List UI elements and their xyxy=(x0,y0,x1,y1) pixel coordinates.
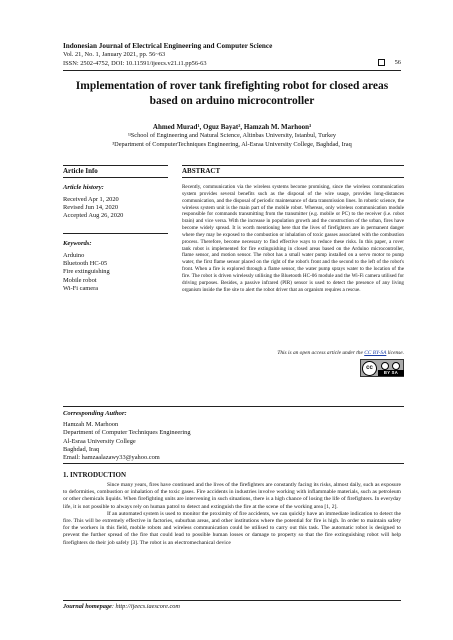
abstract-heading: ABSTRACT xyxy=(182,167,221,175)
affiliation-2: ³Department of ComputerTechniques Engineering, Al-Esraa University College, Baghdad, Iraq xyxy=(112,141,352,148)
cc-tags: BY SA xyxy=(378,370,404,376)
keyword-item: Fire extinguishing xyxy=(63,268,110,276)
keyword-item: Bluetooth HC-05 xyxy=(63,260,108,268)
paper-title: Implementation of rover tank firefighting robot for closed areas based on arduino microcontroller xyxy=(75,80,389,107)
header-rule xyxy=(63,70,401,71)
license-suffix: license. xyxy=(386,350,404,356)
footer-rule xyxy=(63,600,401,601)
corresponding-heading: Corresponding Author: xyxy=(63,410,127,417)
license-link[interactable]: CC BY-SA xyxy=(364,350,387,356)
history-heading: Article history: xyxy=(63,184,104,191)
creative-commons-badge[interactable] xyxy=(360,359,404,377)
keywords-rule xyxy=(63,233,168,234)
journal-name: Indonesian Journal of Electrical Engineering and Computer Science xyxy=(63,42,273,50)
history-revised: Revised Jun 14, 2020 xyxy=(63,204,119,212)
page-number-block xyxy=(378,59,401,66)
introduction-body xyxy=(63,482,401,547)
corresponding-institution: Al-Esraa University College xyxy=(63,437,136,445)
journal-footer xyxy=(63,603,180,610)
history-received: Received Apr 1, 2020 xyxy=(63,196,119,203)
corresponding-bottom-rule xyxy=(63,463,404,464)
corresponding-top-rule xyxy=(63,406,404,407)
journal-issn: ISSN: 2502-4752, DOI: 10.11591/ijeecs.v21.i1.pp56-63 xyxy=(63,59,207,67)
article-info-bottom-rule xyxy=(63,177,168,178)
journal-volume: Vol. 21, No. 1, January 2021, pp. 56~63 xyxy=(63,51,166,58)
keyword-list xyxy=(63,252,168,293)
square-icon xyxy=(378,59,385,66)
keyword-item: Wi-Fi camera xyxy=(63,284,99,292)
affiliation-1: ¹ʲSchool of Engineering and Natural Science, Altinbas University, Istanbul, Turkey xyxy=(127,132,337,139)
share-alike-icon xyxy=(392,362,400,370)
keyword-item: Arduino xyxy=(63,252,85,259)
cc-icon: cc xyxy=(362,361,377,376)
corresponding-email: Email: hamzaalazawy33@yahoo.com xyxy=(63,454,160,462)
journal-header xyxy=(63,42,401,68)
corresponding-name: Hamzah M. Marhoon xyxy=(63,421,119,428)
article-info-top-rule xyxy=(63,165,168,166)
footer-url[interactable]: : http://ijeecs.iaescore.com xyxy=(111,603,180,610)
abstract-bottom-rule xyxy=(182,177,404,178)
keyword-item: Mobile robot xyxy=(63,276,97,284)
introduction-paragraph: If an automated system is used to monitor the proximity of fire accidents, we can quickly have an immediate indication to detect the fire. This will be extremely effective in factories, suburban areas, and other institutions where the potential for fire is high. In order to maintain safety for the workers in this field, mobile robots and wireless communication could be utilised to carry out this task. The automatic robot is designed to prevent the further spread of the fire that could lead to possible human losses or damage to property so that the fire extinguishing robot will help firefighters do their job safely [3]. The robot is an electromechanical device xyxy=(63,510,401,546)
corresponding-department: Department of Computer Techniques Engineering xyxy=(63,429,191,437)
history-list xyxy=(63,196,168,221)
author-list: Ahmed Murad¹, Oguz Bayat², Hamzah M. Marhoon³ xyxy=(152,123,312,131)
abstract-text: Recently, communication via the wireless systems become promising, since the wireless communication system provides several benefits such as the disposal of the wire usage, provides long-distances communication, and the disposal of periodic maintenance of data transmission lines. In robotic science, the wireless system unit is the main part of the mobile robot. Whereas, only wireless communication module responsible for commands transmitting from the transmitter (e.g. mobile or PC) to the receiver (i.e. robot brain) and vice versa. With the increase in population growth and the construction of the urban, fires have become widely spread. It is worth mentioning here that the lives of firefighters are in permanent danger where they may be exposed to the combustion or inhalation of toxic gasses associated with the combustion process. Therefore, become necessary to find effective ways to reduce these risks. In this paper, a rover tank robot is implemented for fire extinguishing in closed areas based on the Arduino microcontroller, flame sensor, and motion sensor. The robot has a small water pump installed on a servo motor to pump water, the first flame sensor placed on the right of the robot's front and the second to the left of the robot's front. When a fire is explored through a flame sensor, the water pump sprays water to the location of the fire. The robot is driven wirelessly utilising the Bluetooth HC-06 module and the Wi-Fi camera utilised for driving purposes. Besides, a passive infrared (PIR) sensor is used to detect the presence of any living organism inside the fire site to alert the robot driver that an organism requires a rescue. xyxy=(182,184,404,293)
history-accepted: Accepted Aug 26, 2020 xyxy=(63,212,124,220)
abstract-top-rule xyxy=(182,165,404,166)
license-prefix: This is an open access article under the xyxy=(277,350,365,356)
footer-label: Journal homepage xyxy=(63,603,112,610)
corresponding-author xyxy=(63,421,303,462)
keywords-heading: Keywords: xyxy=(63,240,92,247)
corresponding-city: Baghdad, Iraq xyxy=(63,445,100,453)
article-info-heading: Article Info xyxy=(63,167,98,175)
license-statement xyxy=(182,350,404,356)
introduction-heading: 1. INTRODUCTION xyxy=(63,471,127,479)
introduction-paragraph: Since many years, fires have continued and the lives of the firefighters are constantly facing its risks, almost daily, such as exposure to deformities, combustion or inhalation of the toxic gases. Fire accidents in industries involve working with inflammable materials, such as petroleum or other chemicals liquids. When firefighting units are intervening in such situations, there is a high chance of losing the life of firefighters. In everyday life, it is not possible to always rely on human patrol to detect and extinguish the fire at the scene of the working area [1, 2]. xyxy=(63,482,401,510)
attribution-icon xyxy=(381,362,389,370)
page-number: 56 xyxy=(394,59,401,66)
